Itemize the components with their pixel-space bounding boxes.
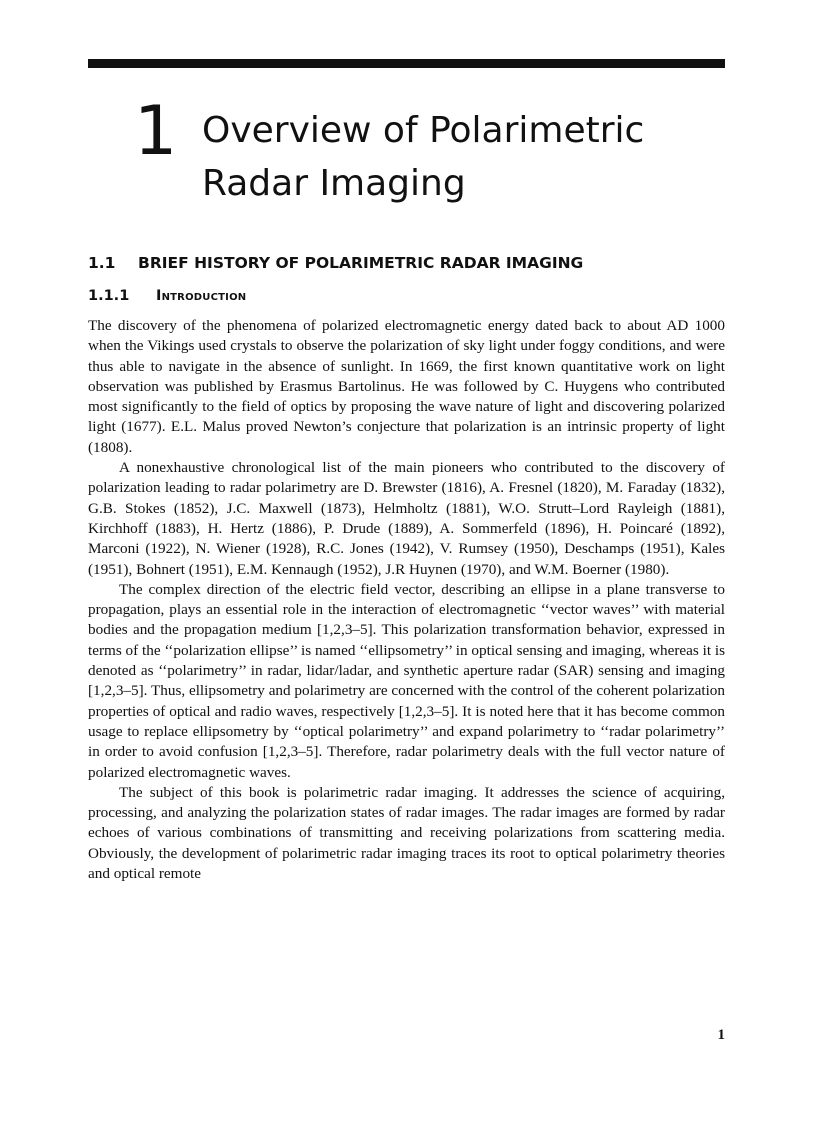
subsection-number: 1.1.1 <box>88 288 130 304</box>
body-text <box>88 316 725 884</box>
subsection-heading <box>88 288 246 304</box>
section-number: 1.1 <box>88 254 116 272</box>
section-title: BRIEF HISTORY OF POLARIMETRIC RADAR IMAGING <box>138 254 584 272</box>
section-heading <box>88 254 583 272</box>
top-rule <box>88 59 725 68</box>
paragraph: The discovery of the phenomena of polarized electromagnetic energy dated back to about AD 1000 when the Vikings used crystals to observe the polarization of sky light under foggy conditions, and were thus able to navigate in the absence of sunlight. In 1669, the first known quantitative work on light observation was published by Erasmus Bartolinus. He was followed by C. Huygens who contributed most significantly to the field of optics by proposing the wave nature of light and discovering polarized light (1677). E.L. Malus proved Newton’s conjecture that polarization is an intrinsic property of light (1808). <box>88 317 725 456</box>
paragraph: A nonexhaustive chronological list of the main pioneers who contributed to the discovery of polarization leading to radar polarimetry are D. Brewster (1816), A. Fresnel (1820), M. Faraday (1832), G.B. Stokes (1852), J.C. Maxwell (1873), Helmholtz (1881), W.O. Strutt–Lord Rayleigh (1881), Kirchhoff (1883), H. Hertz (1886), P. Drude (1889), A. Sommerfeld (1896), H. Poincaré (1892), Marconi (1922), N. Wiener (1928), R.C. Jones (1942), V. Rumsey (1950), Deschamps (1951), Kales (1951), Bohnert (1951), E.M. Kennaugh (1952), J.R Huynen (1970), and W.M. Boerner (1980). <box>88 459 725 578</box>
page-number: 1 <box>717 1027 725 1043</box>
paragraph: The subject of this book is polarimetric radar imaging. It addresses the science of acquiring, processing, and analyzing the polarization states of radar images. The radar images are formed by radar echoes of various combinations of transmitting and receiving polarizations from scattering media. Obviously, the development of polarimetric radar imaging traces its root to optical polarimetry theories and optical remote <box>88 783 725 883</box>
chapter-title-line-1: Overview of Polarimetric <box>202 110 645 151</box>
chapter-title <box>202 104 722 210</box>
subsection-title: Introduction <box>156 288 247 304</box>
chapter-title-line-2: Radar Imaging <box>202 163 466 204</box>
chapter-number: 1 <box>134 92 178 171</box>
paragraph: The complex direction of the electric field vector, describing an ellipse in a plane transverse to propagation, plays an essential role in the interaction of electromagnetic ‘‘vector waves’’ with material bodies and the propagation medium [1,2,3–5]. This polarization transformation behavior, expressed in terms of the ‘‘polarization ellipse’’ is named ‘‘ellipsometry’’ in optical sensing and imaging, whereas it is denoted as ‘‘polarimetry’’ in radar, lidar/ladar, and synthetic aperture radar (SAR) sensing and imaging [1,2,3–5]. Thus, ellipsometry and polarimetry are concerned with the control of the coherent polarization properties of optical and radio waves, respectively [1,2,3–5]. It is noted here that it has become common usage to replace ellipsometry by ‘‘optical polarimetry’’ and expand polarimetry to ‘‘radar polarimetry’’ in order to avoid confusion [1,2,3–5]. Therefore, radar polarimetry deals with the full vector nature of polarized electromagnetic waves. <box>88 580 725 781</box>
